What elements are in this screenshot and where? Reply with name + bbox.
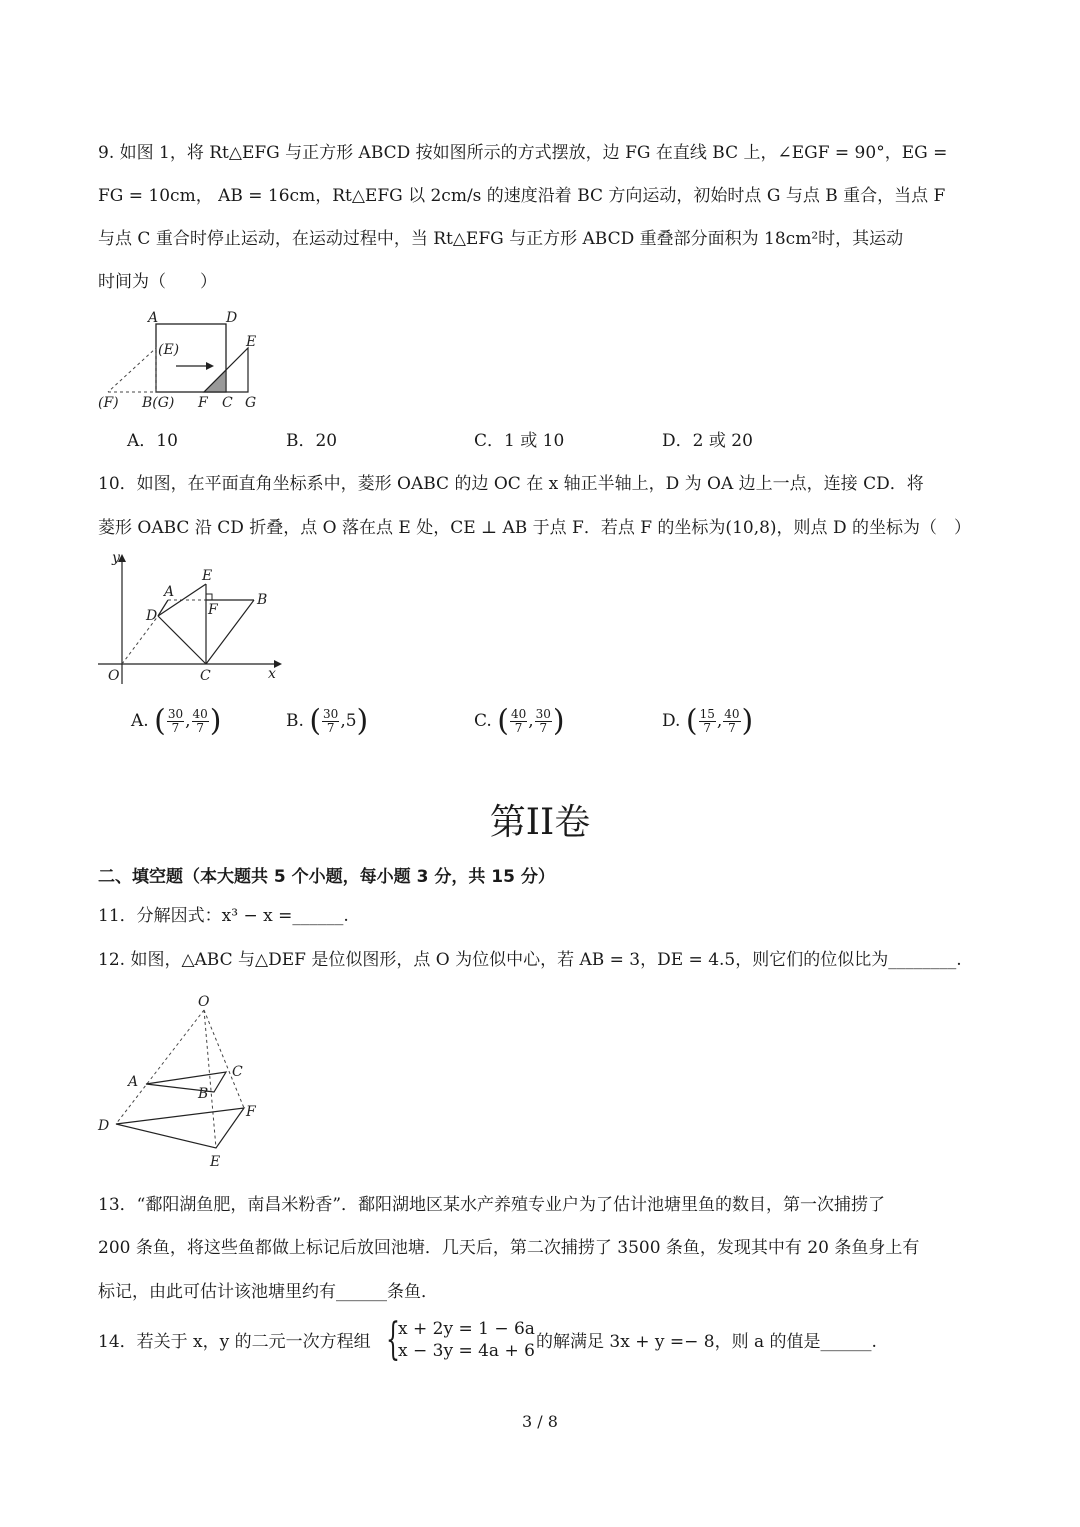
- q9-figure: [98, 308, 278, 413]
- fraction-y: $\frac{40}{7}$: [724, 707, 740, 735]
- segment-DA: [158, 600, 168, 616]
- label-B: B: [198, 1086, 209, 1102]
- option-letter: B.: [286, 711, 304, 731]
- q9-option-d[interactable]: D．2 或 20: [662, 431, 753, 451]
- motion-arrow-head: [206, 362, 214, 370]
- q9-line-1: 9. 如图 1，将 Rt△EFG 与正方形 ABCD 按如图所示的方式摆放，边 FG 在直线 BC 上，∠EGF = 90°，EG =: [98, 143, 948, 163]
- close-paren: ): [552, 703, 565, 739]
- ray-OF: [204, 1010, 244, 1108]
- label-x: x: [268, 666, 276, 682]
- ray-OE: [204, 1010, 216, 1148]
- label-F-initial: (F): [98, 395, 119, 411]
- close-paren: ): [741, 703, 754, 739]
- section-heading: 二、填空题（本大题共 5 个小题，每小题 3 分，共 15 分）: [98, 867, 555, 887]
- q10-figure: [96, 552, 286, 687]
- q13-line-1: 13．“鄱阳湖鱼肥，南昌米粉香”．鄱阳湖地区某水产养殖专业户为了估计池塘里鱼的数目，第一次捕捞了: [98, 1195, 886, 1215]
- equation-2: x − 3y = 4a + 6: [398, 1341, 535, 1361]
- q11-text: 11．分解因式：x³ − x =______.: [98, 906, 349, 926]
- fraction-x: $\frac{40}{7}$: [510, 707, 527, 735]
- page-number: 3 / 8: [522, 1412, 558, 1431]
- q12-figure: [96, 988, 266, 1168]
- triangle-abc: [146, 1072, 226, 1092]
- label-y: y: [112, 550, 120, 566]
- q14-prefix: 14．若关于 x，y 的二元一次方程组: [98, 1332, 371, 1352]
- label-D: D: [98, 1118, 110, 1134]
- close-paren: ): [356, 703, 369, 739]
- q9-line-2: FG = 10cm， AB = 16cm，Rt△EFG 以 2cm/s 的速度沿着 BC 方向运动，初始时点 G 与点 B 重合，当点 F: [98, 186, 946, 206]
- label-F: F: [208, 602, 218, 618]
- q9-option-a[interactable]: A．10: [127, 431, 178, 451]
- initial-triangle: [108, 348, 156, 392]
- q10-option-a[interactable]: A. ( $\frac{30}{7}$ , $\frac{40}{7}$ ): [131, 703, 222, 739]
- label-C: C: [222, 395, 233, 411]
- label-C: C: [200, 668, 211, 684]
- equation-1: x + 2y = 1 − 6a: [398, 1319, 535, 1339]
- label-E: E: [246, 334, 257, 350]
- label-BG: B(G): [142, 395, 175, 411]
- q10-line-1: 10．如图，在平面直角坐标系中，菱形 OABC 的边 OC 在 x 轴正半轴上，D 为 OA 边上一点，连接 CD．将: [98, 474, 924, 494]
- part-title: 第II卷: [489, 802, 591, 843]
- label-E: E: [202, 568, 213, 584]
- q10-option-b[interactable]: B. ( $\frac{30}{7}$ ,5): [286, 703, 369, 739]
- triangle-def: [116, 1108, 244, 1148]
- open-paren: (: [309, 703, 322, 739]
- fraction-x: $\frac{15}{7}$: [699, 707, 715, 735]
- option-letter: D.: [662, 711, 681, 731]
- label-E-initial: (E): [158, 342, 180, 358]
- segment-DC: [158, 616, 206, 664]
- label-O: O: [108, 668, 120, 684]
- q13-line-2: 200 条鱼，将这些鱼都做上标记后放回池塘．几天后，第二次捕捞了 3500 条鱼，发现其中有 20 条鱼身上有: [98, 1238, 920, 1258]
- fraction-x: $\frac{30}{7}$: [323, 707, 339, 735]
- q10-option-c[interactable]: C. ( $\frac{40}{7}$ , $\frac{30}{7}$ ): [474, 703, 565, 739]
- fraction-y: $\frac{40}{7}$: [192, 707, 208, 735]
- fraction-x: $\frac{30}{7}$: [167, 707, 184, 735]
- label-O: O: [198, 994, 210, 1010]
- label-A: A: [148, 310, 159, 326]
- label-D: D: [226, 310, 238, 326]
- option-letter: C.: [474, 711, 492, 731]
- label-E: E: [210, 1154, 221, 1170]
- q10-option-d[interactable]: D. ( $\frac{15}{7}$ , $\frac{40}{7}$ ): [662, 703, 754, 739]
- equation-system: [398, 1318, 535, 1362]
- q9-line-4: 时间为（ ）: [98, 272, 217, 292]
- q9-line-3: 与点 C 重合时停止运动，在运动过程中，当 Rt△EFG 与正方形 ABCD 重叠部分面积为 18cm²时，其运动: [98, 229, 904, 249]
- open-paren: (: [685, 703, 698, 739]
- right-angle-mark: [206, 594, 212, 600]
- open-paren: (: [154, 703, 166, 739]
- label-G: G: [245, 395, 257, 411]
- label-C: C: [232, 1064, 243, 1080]
- value-y: 5: [345, 711, 357, 731]
- close-paren: ): [209, 703, 222, 739]
- q12-text: 12. 如图，△ABC 与△DEF 是位似图形，点 O 为位似中心，若 AB = 3，DE = 4.5，则它们的位似比为________.: [98, 950, 962, 970]
- option-letter: A.: [131, 711, 149, 731]
- label-B: B: [257, 592, 268, 608]
- q10-line-2: 菱形 OABC 沿 CD 折叠，点 O 落在点 E 处，CE ⊥ AB 于点 F．若点 F 的坐标为(10,8)，则点 D 的坐标为（ ）: [98, 518, 971, 538]
- label-D: D: [146, 608, 158, 624]
- label-A: A: [128, 1074, 139, 1090]
- q13-line-3: 标记，由此可估计该池塘里约有______条鱼．: [98, 1282, 438, 1302]
- q9-option-c[interactable]: C．1 或 10: [474, 431, 565, 451]
- label-F: F: [198, 395, 208, 411]
- q9-option-b[interactable]: B．20: [286, 431, 338, 451]
- ray-OD: [116, 1010, 204, 1124]
- equation-brace: {: [386, 1314, 400, 1365]
- label-F: F: [246, 1104, 256, 1120]
- label-A: A: [164, 584, 175, 600]
- fraction-y: $\frac{30}{7}$: [535, 707, 551, 735]
- open-paren: (: [497, 703, 509, 739]
- q14-suffix: 的解满足 3x + y =− 8，则 a 的值是______.: [536, 1332, 877, 1352]
